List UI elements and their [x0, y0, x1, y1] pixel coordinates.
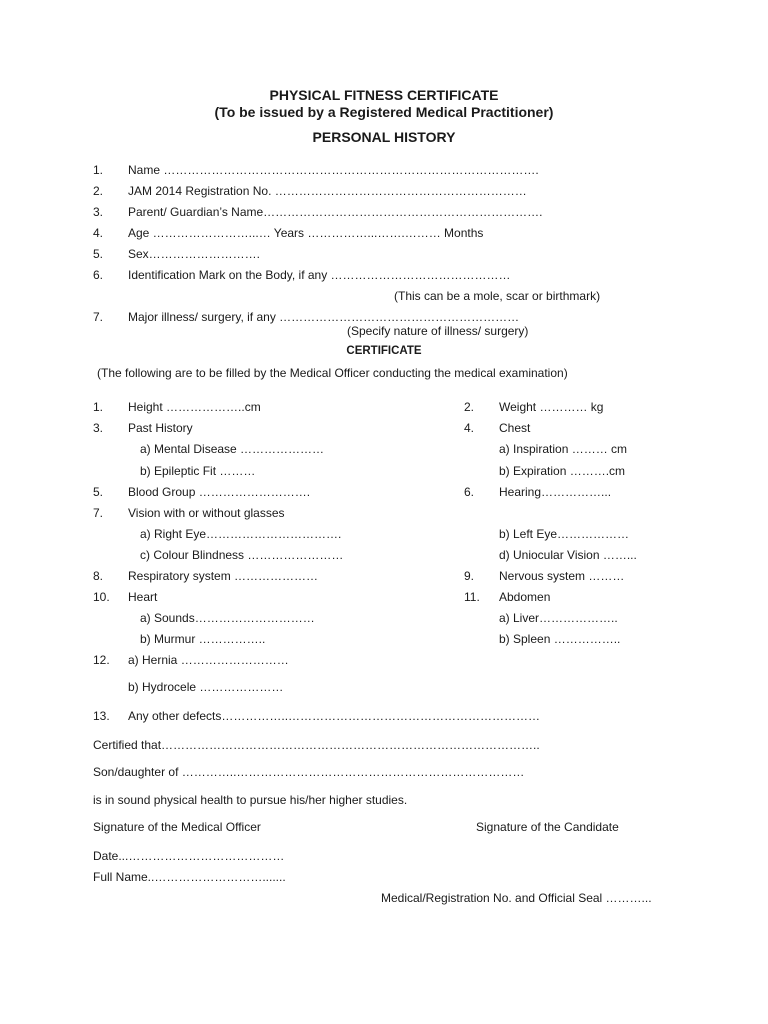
document-subtitle: (To be issued by a Registered Medical Practitioner) [214, 104, 554, 120]
heart-sounds-field: a) Sounds………………………… [140, 611, 315, 625]
vision-label: Vision with or without glasses [128, 506, 285, 520]
item-number: 7. [93, 310, 104, 324]
past-history-label: Past History [128, 421, 193, 435]
certificate-instruction: (The following are to be filled by the Medical Officer conducting the medical examination) [97, 366, 568, 380]
major-illness-note: (Specify nature of illness/ surgery) [347, 324, 529, 338]
height-field: Height ………………..cm [128, 400, 261, 414]
item-number: 4. [464, 421, 475, 435]
mental-disease-field: a) Mental Disease ………………… [140, 442, 325, 456]
sound-health-statement: is in sound physical health to pursue his/her higher studies. [93, 793, 408, 807]
uniocular-vision-field: d) Uniocular Vision ……... [499, 548, 637, 562]
item-number: 7. [93, 506, 104, 520]
medical-officer-signature-label: Signature of the Medical Officer [93, 820, 261, 834]
other-defects-field: Any other defects……………..……………………………………………………… [128, 709, 541, 723]
identification-mark-field: Identification Mark on the Body, if any ……………………………………… [128, 268, 511, 282]
liver-field: a) Liver……………….. [499, 611, 618, 625]
document-title: PHYSICAL FITNESS CERTIFICATE [269, 87, 499, 103]
colour-blindness-field: c) Colour Blindness …………………… [140, 548, 344, 562]
major-illness-field: Major illness/ surgery, if any …………………………………………………… [128, 310, 520, 324]
heart-label: Heart [128, 590, 158, 604]
registration-number-field: JAM 2014 Registration No. ……………………………………………………… [128, 184, 527, 198]
chest-label: Chest [499, 421, 531, 435]
name-field: Name …………………………………………………………………………………. [128, 163, 539, 177]
son-daughter-of-field: Son/daughter of …………..……………………………………………………………… [93, 765, 525, 779]
item-number: 9. [464, 569, 475, 583]
certificate-heading: CERTIFICATE [346, 345, 422, 357]
inspiration-field: a) Inspiration ……… cm [499, 442, 628, 456]
item-number: 2. [464, 400, 475, 414]
item-number: 2. [93, 184, 104, 198]
item-number: 3. [93, 205, 104, 219]
section-heading-personal-history: PERSONAL HISTORY [312, 129, 456, 145]
nervous-system-field: Nervous system ……… [499, 569, 625, 583]
sex-field: Sex………………………. [128, 247, 261, 261]
item-number: 13. [93, 709, 110, 723]
murmur-field: b) Murmur …………….. [140, 632, 266, 646]
right-eye-field: a) Right Eye……………………………. [140, 527, 342, 541]
respiratory-system-field: Respiratory system ………………… [128, 569, 319, 583]
item-number: 5. [93, 247, 104, 261]
item-number: 10. [93, 590, 110, 604]
abdomen-label: Abdomen [499, 590, 551, 604]
item-number: 8. [93, 569, 104, 583]
age-field: Age ……………………...… Years ……………...…….……… Months [128, 226, 484, 240]
blood-group-field: Blood Group ………………………. [128, 485, 311, 499]
certified-that-field: Certified that………………………………………………………………………………….. [93, 738, 540, 752]
item-number: 5. [93, 485, 104, 499]
left-eye-field: b) Left Eye……………… [499, 527, 630, 541]
weight-field: Weight ………… kg [499, 400, 604, 414]
epileptic-fit-field: b) Epileptic Fit ……… [140, 464, 256, 478]
item-number: 4. [93, 226, 104, 240]
hernia-field: a) Hernia ……………………… [128, 653, 289, 667]
item-number: 3. [93, 421, 104, 435]
spleen-field: b) Spleen …………….. [499, 632, 621, 646]
item-number: 11. [464, 590, 480, 604]
hydrocele-field: b) Hydrocele ………………… [128, 680, 284, 694]
guardian-name-field: Parent/ Guardian’s Name……………………………………………………………. [128, 205, 543, 219]
item-number: 6. [464, 485, 475, 499]
hearing-field: Hearing……………... [499, 485, 612, 499]
item-number: 12. [93, 653, 110, 667]
identification-mark-note: (This can be a mole, scar or birthmark) [394, 289, 601, 303]
full-name-field: Full Name..………………………....... [93, 870, 286, 884]
item-number: 6. [93, 268, 104, 282]
registration-seal-field: Medical/Registration No. and Official Seal ………... [381, 891, 652, 905]
item-number: 1. [93, 163, 104, 177]
date-field: Date...………………………………… [93, 849, 285, 863]
expiration-field: b) Expiration ……….cm [499, 464, 626, 478]
candidate-signature-label: Signature of the Candidate [476, 820, 619, 834]
item-number: 1. [93, 400, 104, 414]
